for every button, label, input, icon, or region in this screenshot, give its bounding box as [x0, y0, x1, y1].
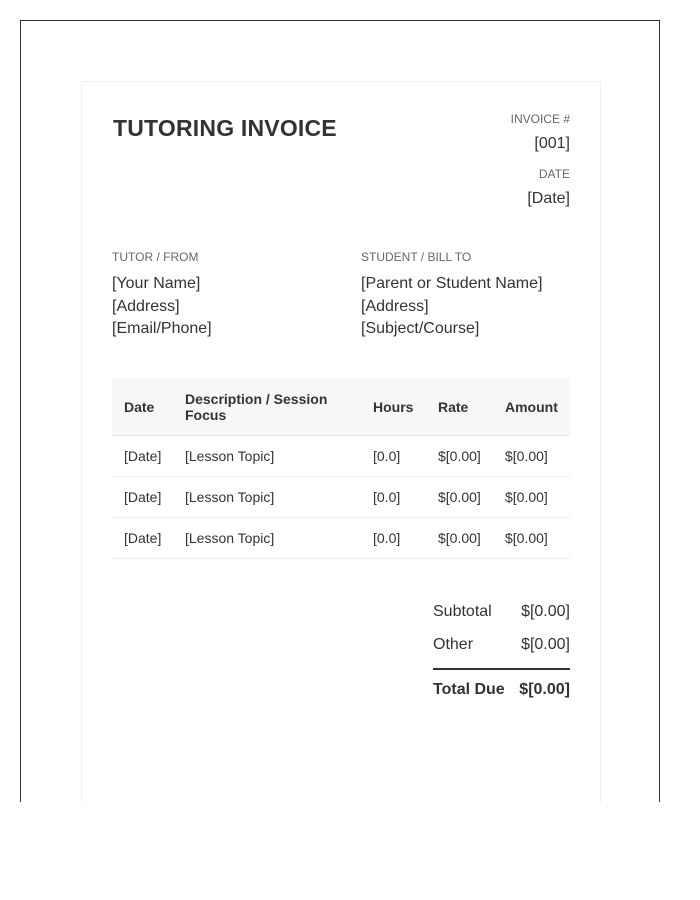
total-due-label: Total Due [433, 681, 505, 698]
cell-date: [Date] [112, 518, 173, 559]
invoice-meta [511, 112, 570, 209]
cell-amount: $[0.00] [493, 477, 570, 518]
bill-to-label: STUDENT / BILL TO [361, 250, 472, 264]
tutor-from-label: TUTOR / FROM [112, 250, 199, 264]
tutor-from-block [112, 250, 212, 341]
cell-description: [Lesson Topic] [173, 436, 361, 477]
cell-hours: [0.0] [361, 518, 426, 559]
invoice-title: TUTORING INVOICE [113, 115, 337, 141]
table-row [112, 436, 570, 477]
cell-description: [Lesson Topic] [173, 518, 361, 559]
cell-rate: $[0.00] [426, 518, 493, 559]
invoice-number-label: INVOICE # [510, 112, 570, 126]
line-items-table [112, 378, 570, 559]
subtotal-row [433, 602, 570, 622]
student-address: [Address] [361, 297, 429, 315]
student-subject: [Subject/Course] [361, 320, 480, 337]
student-name: [Parent or Student Name] [361, 275, 543, 292]
cell-date: [Date] [112, 477, 173, 518]
subtotal-value: $[0.00] [521, 603, 570, 620]
column-header-rate: Rate [426, 378, 493, 436]
table-header-row [112, 378, 570, 436]
column-header-description: Description / Session Focus [173, 378, 361, 436]
cell-rate: $[0.00] [426, 436, 493, 477]
cell-description: [Lesson Topic] [173, 477, 361, 518]
totals-block [433, 602, 570, 713]
total-due-value: $[0.00] [519, 681, 570, 698]
tutor-address: [Address] [112, 297, 180, 315]
table-row [112, 477, 570, 518]
column-header-hours: Hours [361, 378, 426, 436]
totals-divider [433, 668, 570, 670]
other-row [433, 635, 570, 655]
invoice-date-label: DATE [538, 167, 570, 181]
cell-hours: [0.0] [361, 436, 426, 477]
student-bill-to-block [361, 250, 542, 341]
column-header-date: Date [112, 378, 173, 436]
table-row [112, 518, 570, 559]
invoice-number-value: [001] [534, 135, 570, 152]
cell-date: [Date] [112, 436, 173, 477]
tutor-contact: [Email/Phone] [112, 320, 212, 337]
cell-amount: $[0.00] [493, 436, 570, 477]
tutor-name: [Your Name] [112, 275, 201, 292]
column-header-amount: Amount [493, 378, 570, 436]
cell-hours: [0.0] [361, 477, 426, 518]
other-label: Other [433, 636, 474, 653]
total-due-row [433, 680, 570, 700]
cell-amount: $[0.00] [493, 518, 570, 559]
subtotal-label: Subtotal [433, 603, 492, 620]
other-value: $[0.00] [521, 636, 570, 653]
invoice-date-value: [Date] [527, 190, 570, 207]
cell-rate: $[0.00] [426, 477, 493, 518]
